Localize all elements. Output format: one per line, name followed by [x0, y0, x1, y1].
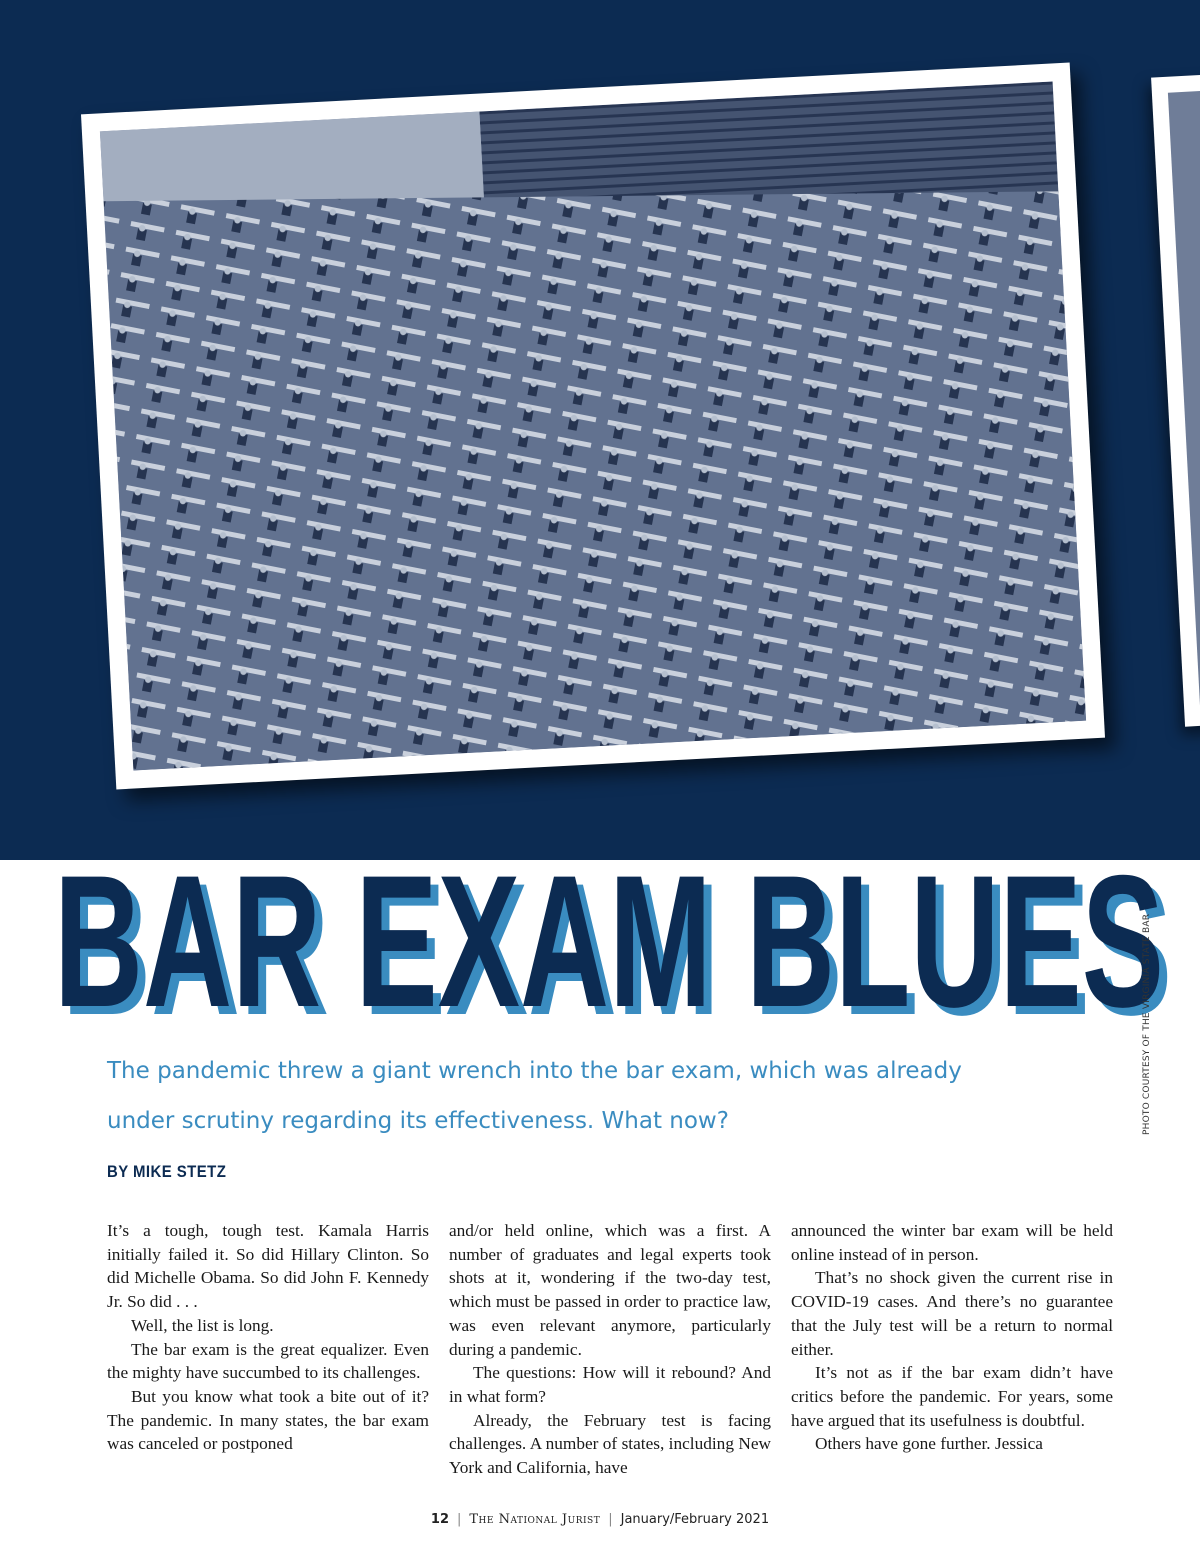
- article-column-3: [791, 1219, 1113, 1469]
- article-body: [107, 1219, 1113, 1478]
- article-column-2: [449, 1219, 771, 1478]
- paragraph: Already, the February test is facing challenges. A number of states, including New York and California, have: [449, 1410, 771, 1478]
- paragraph: and/or held online, which was a first. A number of graduates and legal experts took shots at it, wondering if the two-day test, which must be passed in order to practice law, was even relevant anymore, particularly during a pandemic.: [449, 1221, 771, 1359]
- headline-shadow: BAR EXAM BLUES: [62, 846, 1172, 1036]
- paragraph: announced the winter bar exam will be held online instead of in person.: [791, 1221, 1113, 1264]
- exam-hall-photo: [81, 63, 1105, 790]
- subhead: The pandemic threw a giant wrench into the bar exam, which was already under scrutiny regarding its effectiveness. What now?: [107, 1058, 962, 1134]
- photo-credit-text: PHOTO COURTESY OF THE VIRGINIA STATE BAR: [1142, 913, 1152, 1135]
- publication-name: The National Jurist: [469, 1512, 601, 1527]
- headline-text: BAR EXAM BLUES: [54, 846, 1164, 1036]
- article-column-1: [107, 1219, 429, 1469]
- page-number: 12: [430, 1512, 449, 1527]
- paragraph: The questions: How will it rebound? And in what form?: [449, 1363, 771, 1406]
- paragraph: But you know what took a bite out of it? The pandemic. In many states, the bar exam was canceled or postponed: [107, 1386, 429, 1454]
- secondary-photo: [1151, 71, 1200, 726]
- paragraph: The bar exam is the great equalizer. Even the mighty have succumbed to its challenges.: [107, 1339, 429, 1383]
- byline: BY MIKE STETZ: [107, 1162, 227, 1181]
- paragraph: It’s a tough, tough test. Kamala Harris initially failed it. So did Hillary Clinton. So did Michelle Obama. So did John F. Kennedy Jr. So did . . .: [107, 1221, 429, 1312]
- paragraph: Others have gone further. Jessica: [815, 1434, 1043, 1454]
- paragraph: That’s no shock given the current rise in COVID-19 cases. And there’s no guarantee that the July test will be a return to normal either.: [791, 1268, 1113, 1359]
- footer-divider: |: [457, 1512, 462, 1527]
- paragraph: It’s not as if the bar exam didn’t have critics before the pandemic. For years, some have argued that its usefulness is doubtful.: [791, 1363, 1113, 1430]
- exam-hall-illustration: [100, 81, 1086, 770]
- paragraph: Well, the list is long.: [131, 1315, 274, 1335]
- page-footer: [0, 1512, 1200, 1527]
- headline: [50, 846, 1180, 1036]
- footer-divider: |: [608, 1512, 613, 1527]
- issue-date: January/February 2021: [620, 1512, 770, 1527]
